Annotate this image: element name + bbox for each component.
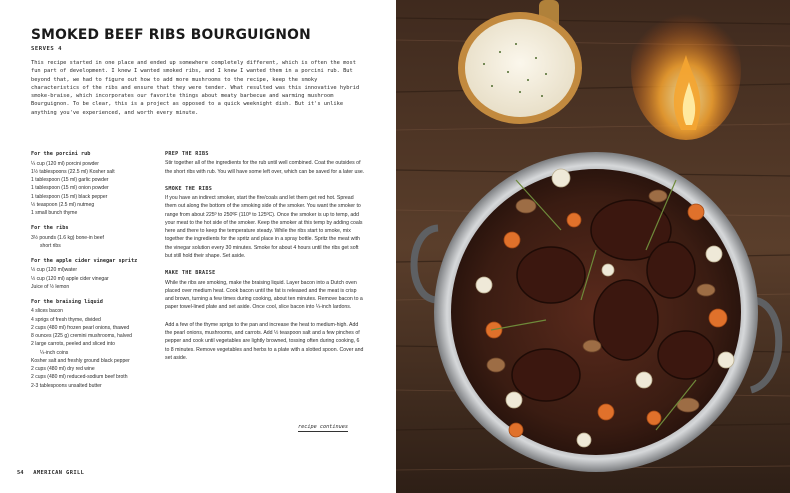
group-title: For the apple cider vinegar spritz [31, 257, 138, 264]
step-title-prep: PREP THE RIBS [165, 151, 209, 157]
step-text-smoke: If you have an indirect smoker, start the fire/coals and let them get red hot. Spread them out along the bottom of the smoking side of the smoker. You want the smoker to range from about 225º to 250ºF (110º to 125ºC). Once the smoker is up to temp, add your meat to the hot side of the smoker. Keep the smoker at this temp by adding coals here and there to keep the temperature steady. While the ribs start to smoke, mix together the ingredients for the spritz and place in a spray bottle. Spritz the meat with the vinegar solution every 30 minutes. Smoke for about 4 hours until the ribs get soft but still hold their shape. Set aside. [165, 195, 363, 260]
ingredients-column [31, 150, 157, 396]
step-text-braise-1: While the ribs are smoking, make the braising liquid. Layer bacon into a Dutch oven placed over medium heat. Cook bacon until the fat is released and the meat is crisp and brown, turning a few times during cooking, about ten minutes. Remove bacon to a paper towel-lined plate and set aside. Once cool, slice bacon into ¼-inch lardons. [165, 279, 363, 311]
page-number: 54 [17, 470, 24, 476]
right-page [396, 0, 790, 493]
method-column [165, 150, 365, 371]
ingredient-item: ½ teaspoon (2.5 ml) nutmeg [31, 201, 95, 208]
braising-group [31, 298, 157, 390]
step-text-prep: Stir together all of the ingredients for the rub until well combined. Coat the outsides of the short ribs with rub. You will have some left over, which can be saved for a later use. [165, 160, 365, 175]
ingredient-item: short ribs [40, 242, 61, 249]
ingredient-item: 4 sprigs of fresh thyme, divided [31, 316, 101, 323]
ingredient-item: 2 cups (480 ml) reduced-sodium beef broth [31, 374, 128, 381]
ingredient-item: 1½ tablespoons (22.5 ml) Kosher salt [31, 168, 115, 175]
ingredient-item: 8 ounces (225 g) cremini mushrooms, halved [31, 333, 132, 340]
ingredient-item: 1 tablespoon (15 ml) garlic powder [31, 177, 109, 184]
group-title: For the ribs [31, 224, 69, 231]
ingredient-item: Kosher salt and freshly ground black pepper [31, 357, 130, 364]
ingredient-item: 1 tablespoon (15 ml) black pepper [31, 193, 108, 200]
book-title: AMERICAN GRILL [33, 470, 85, 476]
recipe-title: SMOKED BEEF RIBS BOURGUIGNON [31, 27, 311, 43]
ingredient-item: ½ cup (120 ml) apple cider vinegar [31, 275, 109, 282]
intro-paragraph: This recipe started in one place and ended up somewhere completely different, which is often the most fun part of development. I knew I wanted smoked ribs, and I knew I wanted them in a porcini rub. But beyond that, we had to figure out how to add more mushrooms to the recipe, keep the smoky characteristics of the ribs and ensure that they were tender. What resulted was this innovative hybrid smoke-braise, which incorporates our favorite things about meaty barbecue and warming mushroom Bourguignon. To be clear, this is a project as opposed to a quick weeknight dish. But it's unlike anything you've experienced, and worth every minute. [31, 60, 360, 116]
ingredient-item: ¼ cup (120 ml) porcini powder [31, 160, 99, 167]
ingredient-list [31, 307, 157, 390]
ingredient-list [31, 160, 157, 218]
ingredient-item: 1 tablespoon (15 ml) onion powder [31, 185, 109, 192]
ingredient-item: 3½ pounds (1.6 kg) bone-in beef [31, 234, 104, 241]
ingredient-item: 4 slices bacon [31, 308, 63, 315]
ribs-group [31, 224, 157, 250]
ingredient-item: 2 large carrots, peeled and sliced into [31, 341, 115, 348]
ingredient-item: 1 small bunch thyme [31, 210, 78, 217]
ingredient-item: ½ cup (120 ml)water [31, 267, 78, 274]
ingredient-item: 2 cups (480 ml) dry red wine [31, 366, 95, 373]
recipe-continues-link[interactable]: recipe continues [298, 424, 348, 430]
serves-count: SERVES 4 [31, 46, 62, 52]
porcini-rub-group [31, 150, 157, 217]
ingredient-list [31, 234, 157, 251]
food-photo [396, 0, 790, 493]
step-title-braise: MAKE THE BRAISE [165, 270, 216, 277]
ingredient-list [31, 266, 157, 291]
step-title-smoke: SMOKE THE RIBS [165, 185, 213, 192]
step-text-braise-2: Add a few of the thyme sprigs to the pan and increase the heat to medium-high. Add the pearl onions, mushrooms, and carrots. Add ½ teaspoon salt and a few pinches of pepper and cook until vegetables are lightly browned, tossing often during cooking, 6 to 8 minutes. Remove vegetables and herbs to a plate with a slotted spoon. Cover and set aside. [165, 321, 364, 361]
ingredient-item: ¼-inch coins [40, 349, 69, 356]
ingredient-item: 2 cups (480 ml) frozen pearl onions, thawed [31, 324, 130, 331]
spritz-group [31, 257, 157, 291]
ingredient-item: Juice of ½ lemon [31, 283, 70, 290]
saucepan-inner [465, 19, 575, 117]
page-footer [17, 470, 84, 476]
group-title: For the braising liquid [31, 298, 103, 305]
group-title: For the porcini rub [31, 151, 91, 157]
ingredient-item: 2-3 tablespoons unsalted butter [31, 382, 102, 389]
